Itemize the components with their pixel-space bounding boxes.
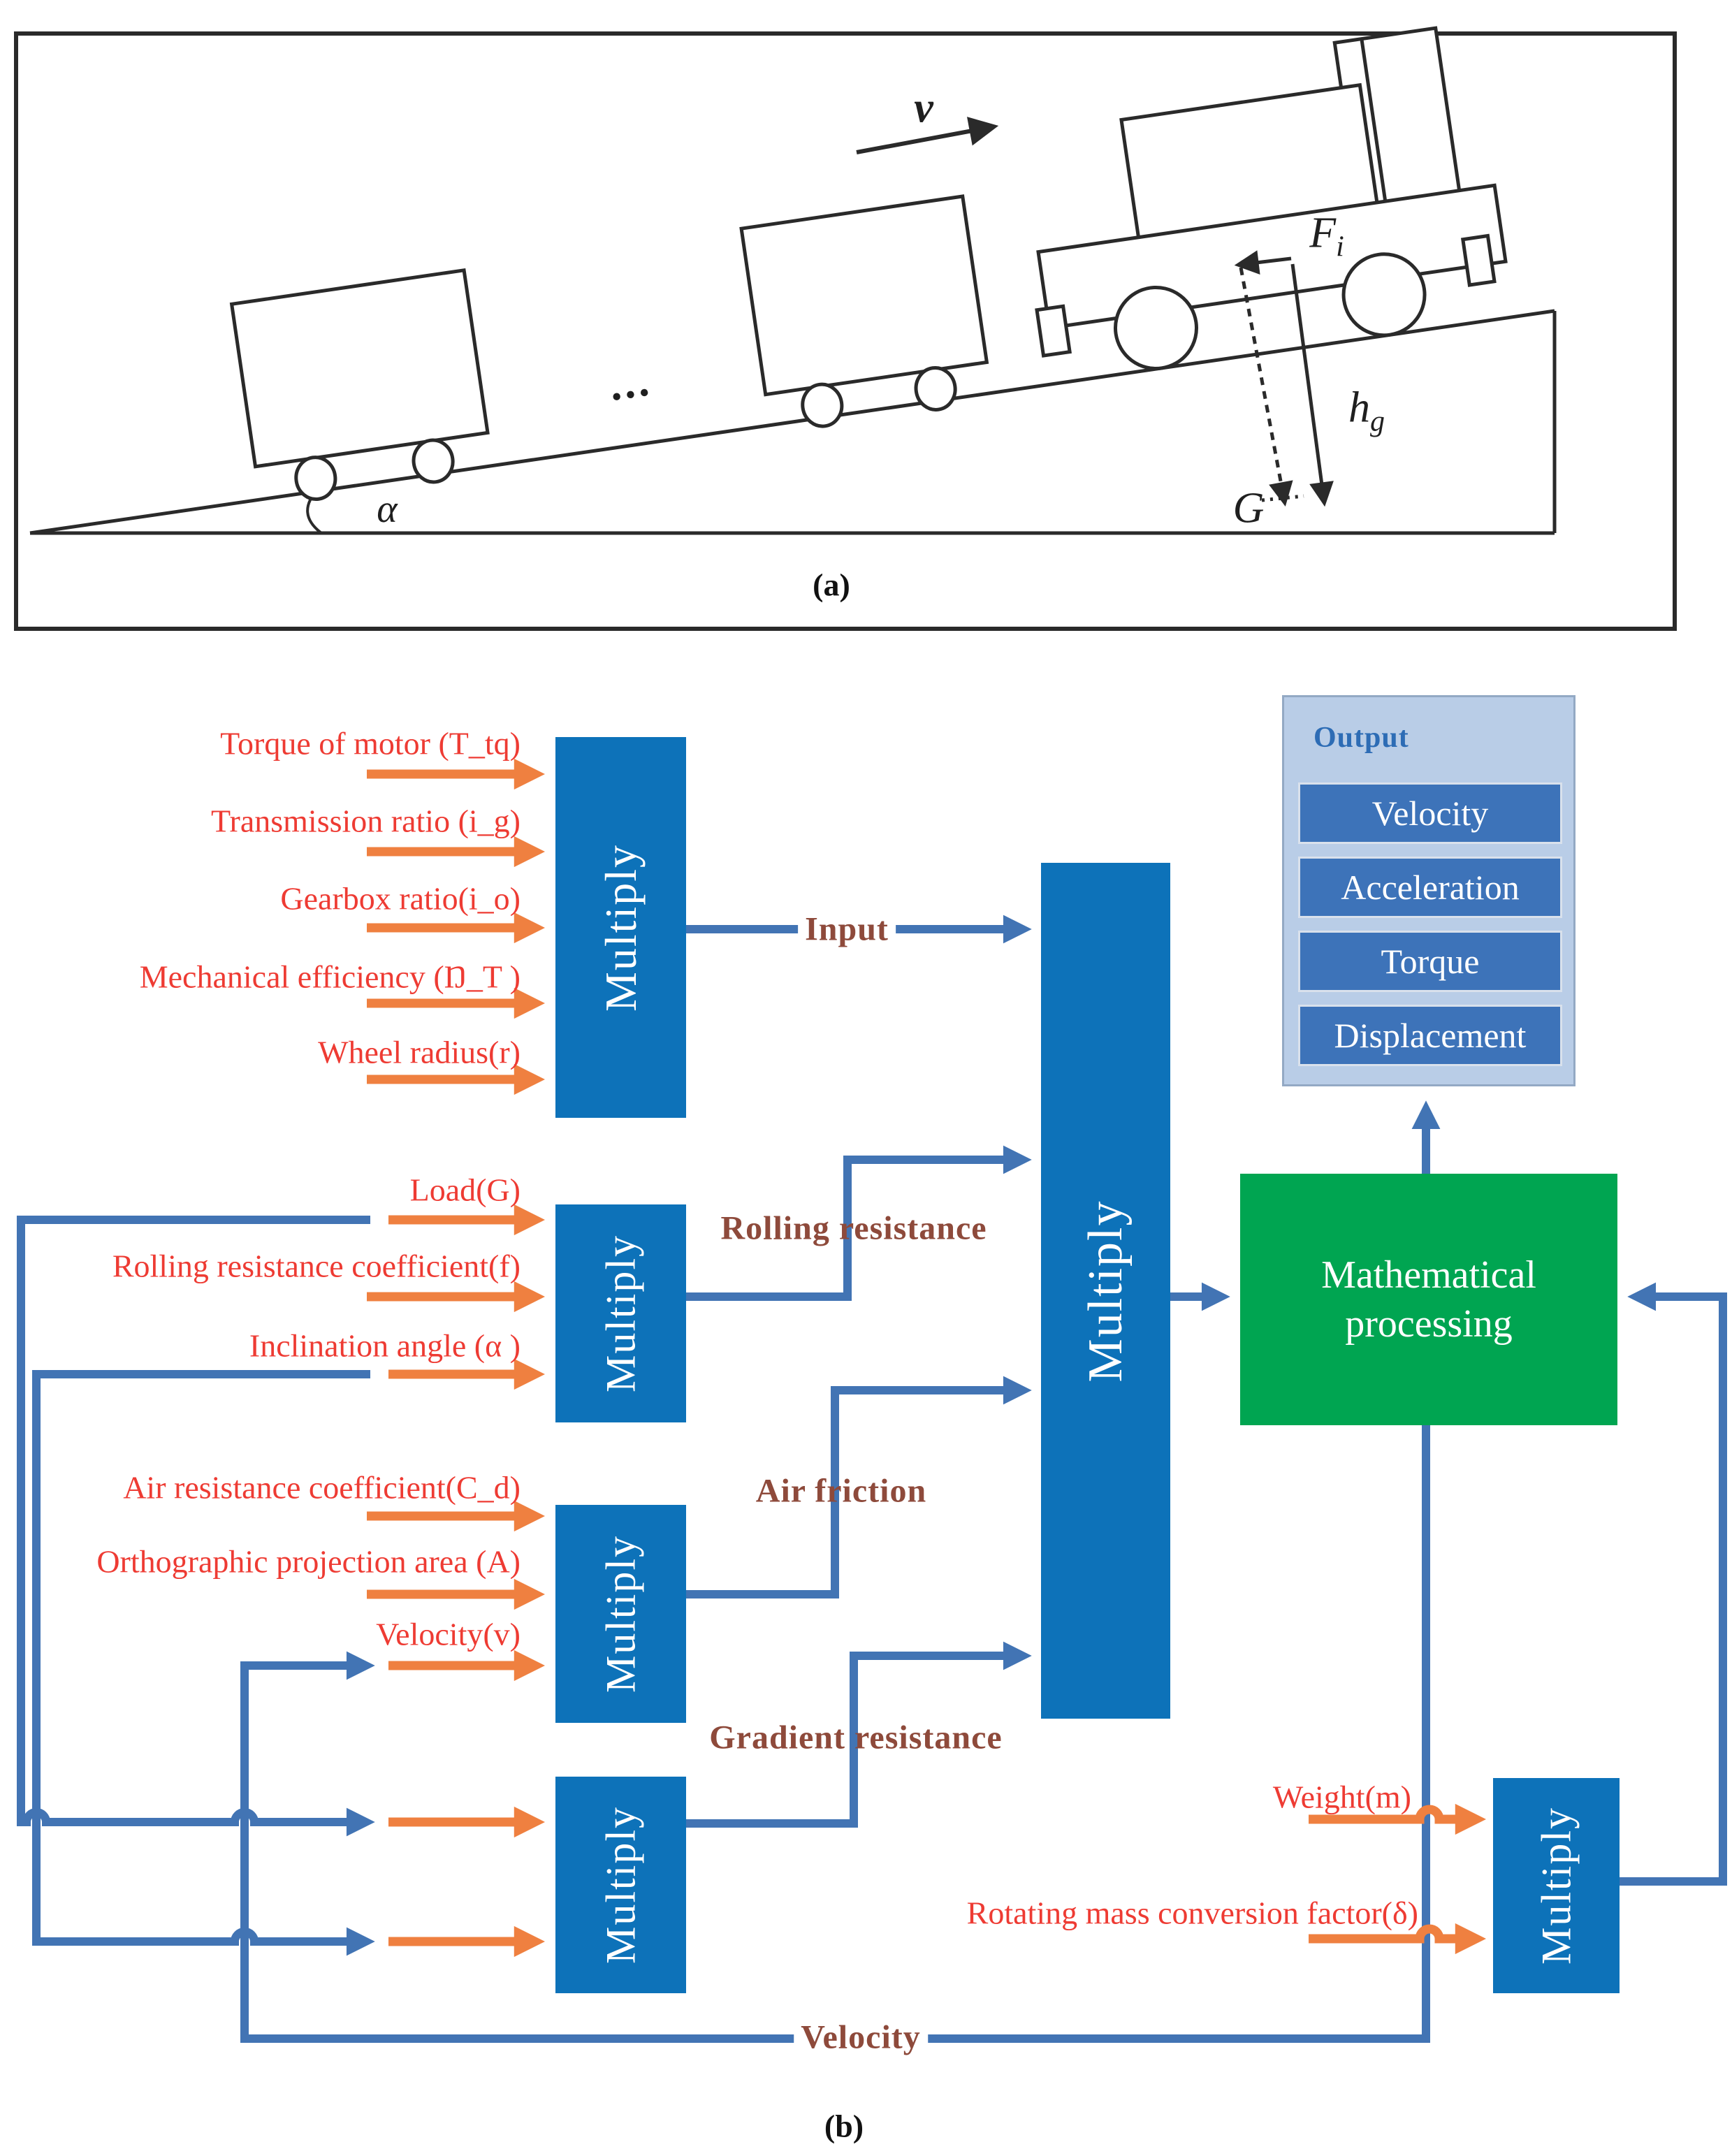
velocity-arrow — [857, 131, 973, 152]
input-label-air-coefficient: Air resistance coefficient(C_d) — [123, 1469, 521, 1506]
train-ellipsis: ... — [606, 355, 655, 410]
angle-feedback-connector — [36, 1374, 370, 1942]
input-label-inclination-angle: Inclination angle (α ) — [249, 1327, 521, 1364]
load-feedback-connector — [21, 1220, 370, 1822]
gravity-arrow — [1241, 268, 1281, 485]
input-label-load: Load(G) — [409, 1172, 521, 1208]
inertia-force-symbol: F — [1309, 209, 1337, 257]
incline-scene — [16, 23, 1675, 629]
output-panel-title: Output — [1313, 722, 1409, 754]
output-item-acceleration — [1298, 857, 1562, 918]
processing-label: Mathematical processing — [1321, 1253, 1536, 1346]
multiply-label: Multiply — [597, 1234, 643, 1393]
flow-label-rolling-resistance: Rolling resistance — [720, 1209, 987, 1247]
input-label-mechanical-efficiency: Mechanical efficiency (Ŋ_T ) — [139, 959, 521, 995]
output-item-label: Torque — [1381, 942, 1480, 981]
cg-height-symbol: h — [1348, 384, 1370, 432]
multiply-label: Multiply — [595, 843, 646, 1012]
multiply-block-rolling — [555, 1204, 686, 1422]
output-item-displacement — [1298, 1005, 1562, 1066]
input-label-weight: Weight(m) — [1272, 1779, 1411, 1815]
multiply-label: Multiply — [1533, 1806, 1579, 1965]
multiply-block-drive — [555, 737, 686, 1118]
mass-factor-connector — [1620, 1297, 1723, 1881]
output-item-label: Velocity — [1371, 794, 1489, 833]
caption-a: (a) — [813, 567, 850, 603]
multiply-block-central — [1041, 863, 1170, 1719]
incline-angle-label: α — [377, 488, 398, 531]
multiply-label: Multiply — [1078, 1199, 1133, 1383]
multiply-block-gradient — [555, 1777, 686, 1993]
mathematical-processing-block — [1240, 1174, 1617, 1425]
input-label-wheel-radius: Wheel radius(r) — [318, 1034, 521, 1070]
inertia-force-subscript: i — [1336, 231, 1344, 263]
cg-height-label — [1348, 383, 1385, 438]
output-panel — [1282, 695, 1575, 1086]
output-item-velocity — [1298, 782, 1562, 844]
input-label-projection-area: Orthographic projection area (A) — [96, 1543, 521, 1580]
flow-label-gradient-resistance: Gradient resistance — [709, 1719, 1003, 1756]
locomotive — [1005, 23, 1513, 385]
multiply-label: Multiply — [597, 1805, 643, 1965]
input-label-torque: Torque of motor (T_tq) — [220, 725, 521, 762]
caption-b: (b) — [824, 2108, 864, 2144]
output-item-torque — [1298, 931, 1562, 992]
output-item-label: Displacement — [1334, 1016, 1527, 1055]
cg-baseline-dots — [1262, 496, 1304, 500]
cg-height-subscript: g — [1370, 405, 1385, 438]
input-label-gearbox-ratio: Gearbox ratio(i_o) — [280, 880, 521, 917]
multiply-label: Multiply — [597, 1534, 643, 1694]
input-label-rolling-coefficient: Rolling resistance coefficient(f) — [112, 1248, 521, 1284]
gravity-label: G — [1232, 484, 1265, 532]
multiply-block-mass — [1493, 1778, 1620, 1993]
flow-label-air-friction: Air friction — [755, 1472, 927, 1510]
flow-label-velocity-feedback: Velocity — [794, 2018, 928, 2057]
output-item-label: Acceleration — [1341, 868, 1520, 907]
multiply-block-air — [555, 1505, 686, 1723]
velocity-label: v — [914, 84, 933, 132]
input-label-mass-conversion-factor: Rotating mass conversion factor(δ) — [966, 1895, 1418, 1931]
input-label-velocity-v: Velocity(v) — [376, 1616, 521, 1652]
inertia-force-label — [1309, 208, 1344, 263]
flow-label-input: Input — [798, 910, 896, 949]
input-label-transmission-ratio: Transmission ratio (i_g) — [211, 803, 521, 839]
cg-height-arrow — [1293, 264, 1322, 485]
train-car-2 — [741, 196, 993, 434]
